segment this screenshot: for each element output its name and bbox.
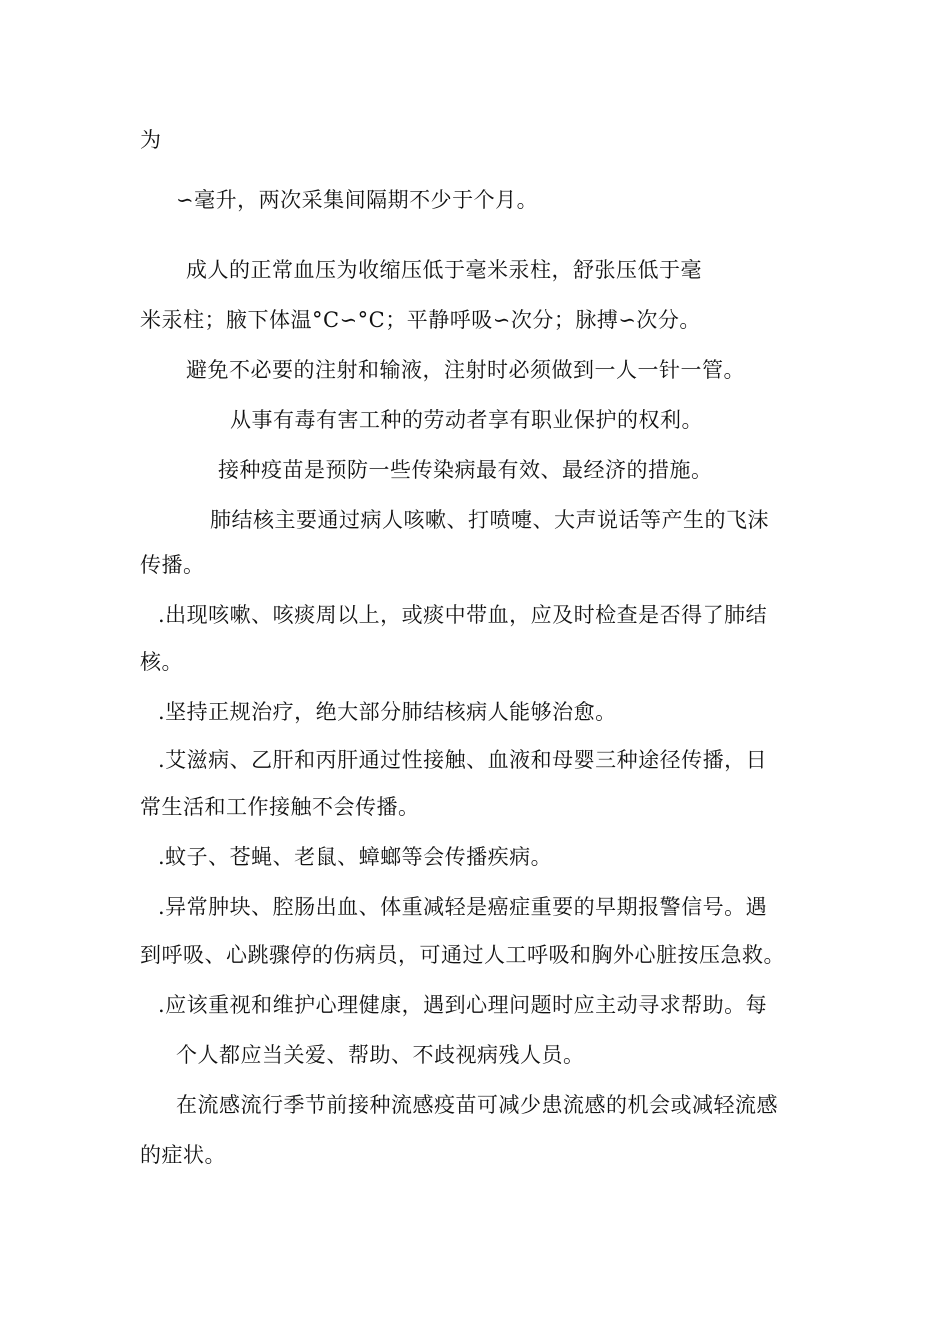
text-line: 避免不必要的注射和输液，注射时必须做到一人一针一管。 xyxy=(186,358,745,382)
text-line: 的症状。 xyxy=(140,1143,226,1167)
text-line: ∽毫升，两次采集间隔期不少于个月。 xyxy=(176,188,539,212)
text-line: 米汞柱；腋下体温°C∽°C；平静呼吸∽次分；脉搏∽次分。 xyxy=(140,308,701,332)
text-line: 在流感流行季节前接种流感疫苗可减少患流感的机会或减轻流感 xyxy=(176,1093,778,1117)
text-line: 为 xyxy=(140,128,162,152)
text-line: 到呼吸、心跳骤停的伤病员，可通过人工呼吸和胸外心脏按压急救。 xyxy=(140,943,785,967)
text-line: .坚持正规治疗，绝大部分肺结核病人能够治愈。 xyxy=(158,700,617,724)
text-line: .蚊子、苍蝇、老鼠、蟑螂等会传播疾病。 xyxy=(158,845,553,869)
text-line: .异常肿块、腔肠出血、体重减轻是癌症重要的早期报警信号。遇 xyxy=(158,895,768,919)
text-line: .出现咳嗽、咳痰周以上，或痰中带血，应及时检查是否得了肺结 xyxy=(158,603,768,627)
text-line: 从事有毒有害工种的劳动者享有职业保护的权利。 xyxy=(230,408,703,432)
text-line: 核。 xyxy=(140,650,183,674)
text-line: 成人的正常血压为收缩压低于毫米汞柱，舒张压低于毫 xyxy=(186,258,702,282)
text-line: 常生活和工作接触不会传播。 xyxy=(140,795,420,819)
text-line: 肺结核主要通过病人咳嗽、打喷嚏、大声说话等产生的飞沫 xyxy=(210,508,769,532)
text-line: 传播。 xyxy=(140,553,205,577)
text-line: 接种疫苗是预防一些传染病最有效、最经济的措施。 xyxy=(218,458,713,482)
text-line: .应该重视和维护心理健康，遇到心理问题时应主动寻求帮助。每 xyxy=(158,993,768,1017)
text-line: 个人都应当关爱、帮助、不歧视病残人员。 xyxy=(176,1043,585,1067)
text-line: .艾滋病、乙肝和丙肝通过性接触、血液和母婴三种途径传播，日 xyxy=(158,748,768,772)
